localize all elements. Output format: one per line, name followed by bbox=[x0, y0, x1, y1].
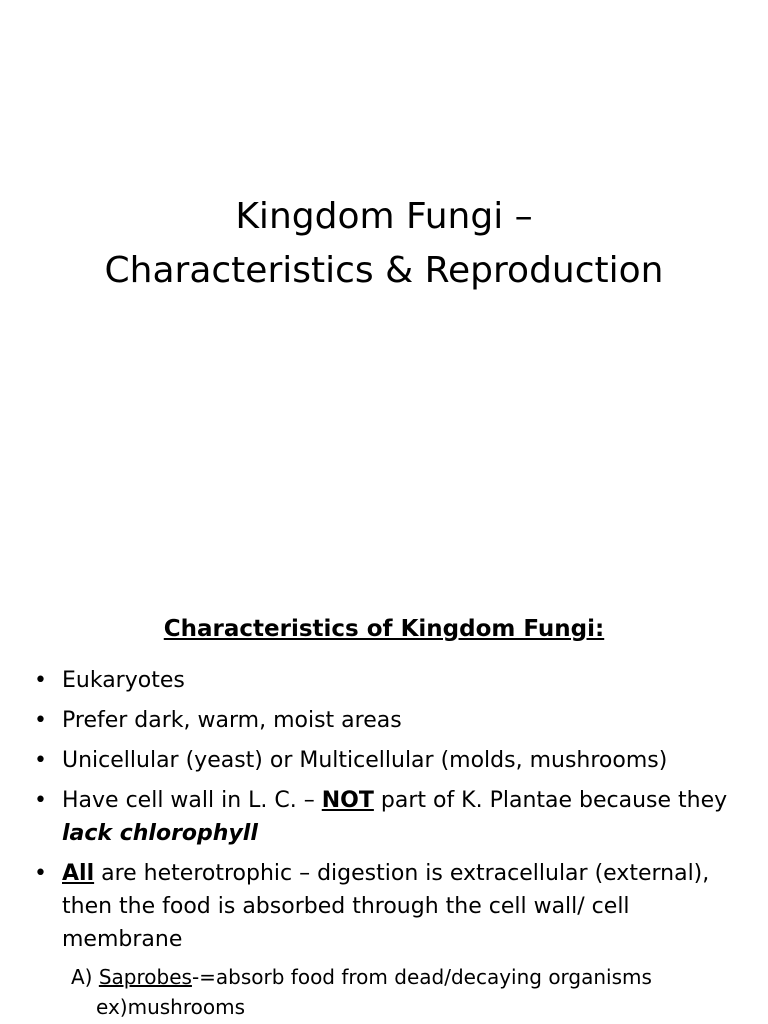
saprobes-text: -=absorb food from dead/decaying organisms bbox=[191, 965, 652, 989]
bullet-text: Eukaryotes bbox=[62, 668, 185, 693]
heterotrophic-text: are heterotrophic – digestion is extracellular (external), then the food is absorbed through the cell wall/ cell membrane bbox=[62, 861, 710, 952]
bullet-text bbox=[62, 788, 727, 846]
lack-chlorophyll-emphasis: lack chlorophyll bbox=[62, 821, 258, 846]
sub-point-saprobes bbox=[71, 962, 751, 1022]
bullet-dot-icon: • bbox=[34, 861, 47, 886]
bullet-list bbox=[34, 664, 744, 963]
bullet-item bbox=[34, 704, 744, 737]
bullet-item bbox=[34, 664, 744, 697]
bullet-text: Unicellular (yeast) or Multicellular (molds, mushrooms) bbox=[62, 748, 668, 773]
saprobes-term: Saprobes bbox=[98, 965, 192, 989]
bullet-dot-icon: • bbox=[34, 668, 47, 693]
all-emphasis: All bbox=[62, 861, 95, 886]
slide-title bbox=[0, 190, 768, 298]
content-slide bbox=[0, 576, 768, 1024]
bullet-text bbox=[62, 861, 709, 952]
title-line-1: Kingdom Fungi – bbox=[235, 196, 533, 237]
title-line-2: Characteristics & Reproduction bbox=[104, 250, 664, 291]
bullet-dot-icon: • bbox=[34, 748, 47, 773]
bullet-item bbox=[34, 744, 744, 777]
bullet-text: Prefer dark, warm, moist areas bbox=[62, 708, 402, 733]
bullet-item bbox=[34, 857, 744, 956]
bullet-item bbox=[34, 784, 744, 850]
sub-marker: A) bbox=[71, 965, 99, 989]
bullet-dot-icon: • bbox=[34, 708, 47, 733]
saprobes-example: ex)mushrooms bbox=[96, 995, 246, 1019]
plantae-text: part of K. Plantae because they bbox=[373, 788, 728, 813]
not-emphasis: NOT bbox=[321, 788, 374, 813]
content-heading: Characteristics of Kingdom Fungi: bbox=[163, 616, 605, 642]
bullet-dot-icon: • bbox=[34, 788, 47, 813]
cell-wall-text: Have cell wall in L. C. – bbox=[62, 788, 322, 813]
